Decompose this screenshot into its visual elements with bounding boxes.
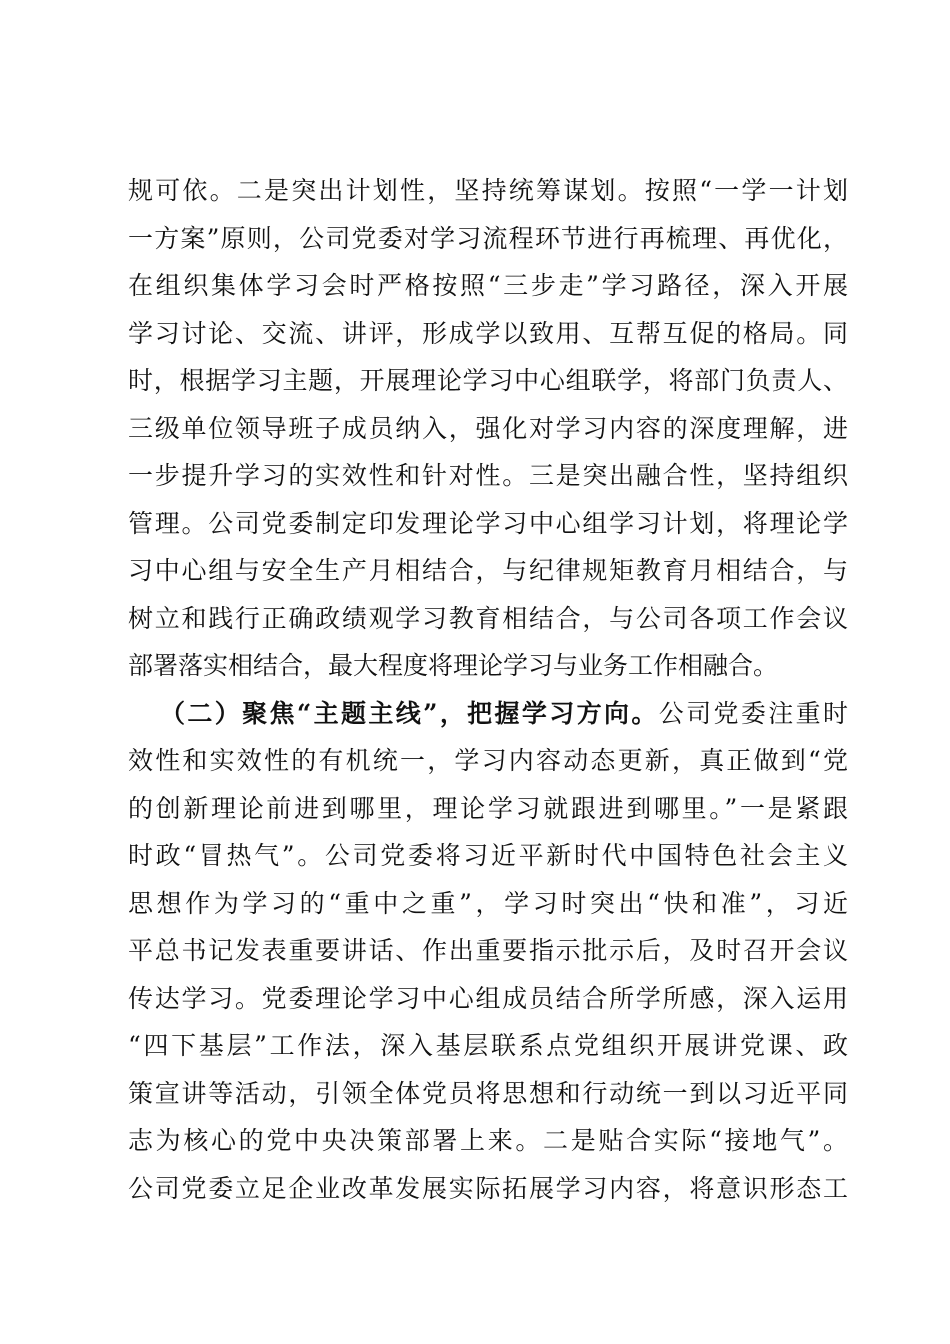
section-heading-line — [128, 690, 848, 738]
text-line: 时政“冒热气”。公司党委将习近平新时代中国特色社会主义 — [128, 841, 848, 870]
text-line: 规可依。二是突出计划性，坚持统筹谋划。按照“一学一计划 — [128, 176, 848, 205]
text-line: 策宣讲等活动，引领全体党员将思想和行动统一到以习近平同 — [128, 1078, 848, 1108]
text-line: 三级单位领导班子成员纳入，强化对学习内容的深度理解，进 — [128, 413, 848, 443]
text-line: 的创新理论前进到哪里，理论学习就跟进到哪里。”一是紧跟 — [128, 793, 848, 823]
text-line: 传达学习。党委理论学习中心组成员结合所学所感，深入运用 — [128, 983, 848, 1013]
text-line: 效性和实效性的有机统一，学习内容动态更新，真正做到“党 — [128, 746, 848, 775]
text-line: 树立和践行正确政绩观学习教育相结合，与公司各项工作会议 — [128, 603, 848, 633]
text-line: 公司党委立足企业改革发展实际拓展学习内容，将意识形态工 — [128, 1173, 848, 1203]
text-line: 一方案”原则，公司党委对学习流程环节进行再梳理、再优化， — [128, 223, 848, 253]
section-heading-rest: 公司党委注重时 — [658, 698, 848, 728]
text-line: 在组织集体学习会时严格按照“三步走”学习路径，深入开展 — [128, 271, 848, 300]
section-heading: （二）聚焦“主题主线”，把握学习方向。 — [160, 698, 659, 728]
text-line: 思想作为学习的“重中之重”，学习时突出“快和准”，习近 — [128, 888, 848, 918]
text-line: 志为核心的党中央决策部署上来。二是贴合实际“接地气”。 — [128, 1126, 848, 1155]
text-line: 一步提升学习的实效性和针对性。三是突出融合性，坚持组织 — [128, 461, 848, 490]
text-line: 管理。公司党委制定印发理论学习中心组学习计划，将理论学 — [128, 508, 848, 538]
text-line: 学习讨论、交流、讲评，形成学以致用、互帮互促的格局。同 — [128, 318, 848, 348]
text-line: 时，根据学习主题，开展理论学习中心组联学，将部门负责人、 — [128, 366, 848, 395]
text-line: “四下基层”工作法，深入基层联系点党组织开展讲党课、政 — [128, 1031, 848, 1060]
text-line: 部署落实相结合，最大程度将理论学习与业务工作相融合。 — [128, 651, 779, 680]
text-line: 习中心组与安全生产月相结合，与纪律规矩教育月相结合，与 — [128, 556, 848, 585]
body-text — [128, 167, 848, 1212]
text-line: 平总书记发表重要讲话、作出重要指示批示后，及时召开会议 — [128, 936, 848, 965]
